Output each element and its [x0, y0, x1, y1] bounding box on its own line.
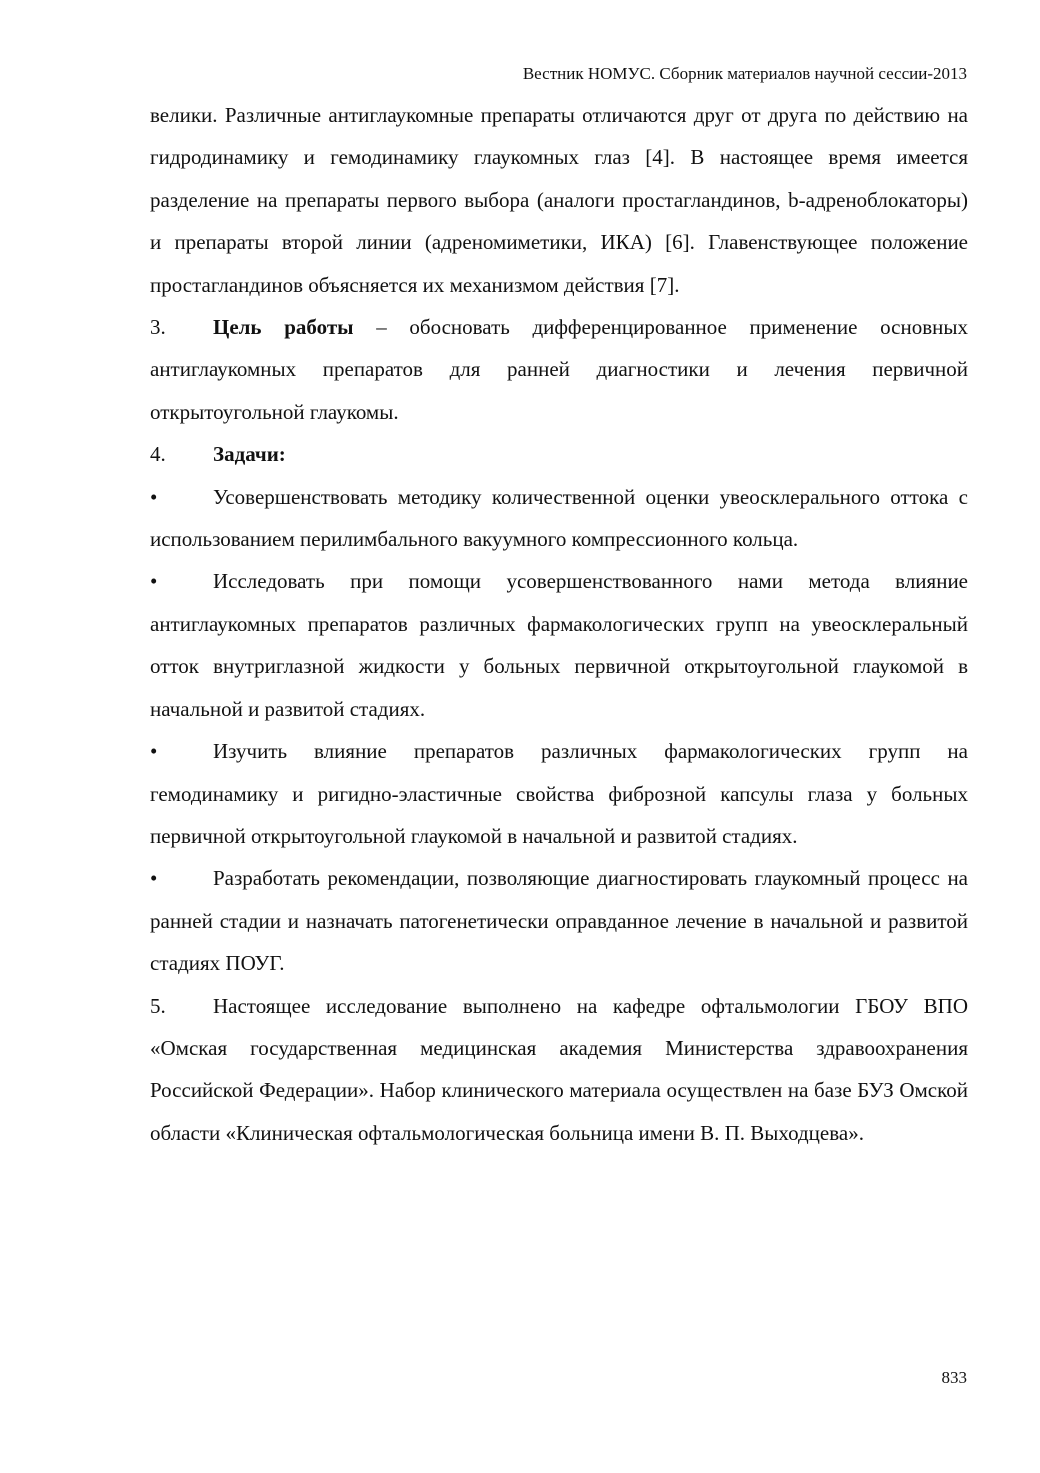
- task-text: Исследовать при помощи усовершенствованного нами метода влияние антиглаукомных препаратов различных фармакологических групп на увеосклеральный отток внутриглазной жидкости у больных первичной открытоугольной глаукомой в начальной и развитой стадиях.: [150, 569, 968, 721]
- bullet-icon: •: [150, 866, 158, 891]
- bullet-icon: •: [150, 484, 158, 509]
- task-text: Усовершенствовать методику количественной оценки увеосклерального оттока с использованием перилимбального вакуумного компрессионного кольца.: [150, 484, 968, 552]
- task-item: [150, 476, 968, 561]
- bullet-icon: •: [150, 569, 158, 594]
- task-text: Разработать рекомендации, позволяющие диагностировать глаукомный процесс на ранней стадии и назначать патогенетически оправданное лечение в начальной и развитой стадиях ПОУГ.: [150, 866, 968, 976]
- section-number: 5.: [150, 993, 166, 1018]
- tasks-label: Задачи:: [213, 442, 286, 467]
- bullet-icon: •: [150, 739, 158, 764]
- goal-text: – обосновать дифференцированное применение основных антиглаукомных препаратов для ранней диагностики и лечения первичной открытоугольной глаукомы.: [150, 315, 968, 424]
- task-text: Изучить влияние препаратов различных фармакологических групп на гемодинамику и ригидно-эластичные свойства фиброзной капсулы глаза у больных первичной открытоугольной глаукомой в начальной и развитой стадиях.: [150, 739, 968, 848]
- study-paragraph: [150, 985, 968, 1155]
- page-number: 833: [941, 1368, 967, 1387]
- intro-paragraph: велики. Различные антиглаукомные препараты отличаются друг от друга по действию на гидродинамику и гемодинамику глаукомных глаз [4]. В настоящее время имеется разделение на препараты первого выбора (аналоги простагландинов, b-адреноблокаторы) и препараты второй линии (адреномиметики, ИКА) [6]. Главенствующее положение простагландинов объясняется их механизмом действия [7].: [150, 103, 968, 297]
- goal-label: Цель работы: [213, 315, 354, 340]
- tasks-heading: [150, 433, 968, 475]
- task-item: [150, 730, 968, 857]
- section-number: 4.: [150, 442, 166, 467]
- task-item: [150, 560, 968, 730]
- section-number: 3.: [150, 315, 166, 340]
- task-item: [150, 857, 968, 984]
- goal-paragraph: [150, 306, 968, 433]
- body-text: [150, 94, 968, 1154]
- study-text: Настоящее исследование выполнено на кафедре офтальмологии ГБОУ ВПО «Омская государственная медицинская академия Министерства здравоохранения Российской Федерации». Набор клинического материала осуществлен на базе БУЗ Омской области «Клиническая офтальмологическая больница имени В. П. Выходцева».: [150, 993, 968, 1145]
- running-header: Вестник НОМУС. Сборник материалов научной сессии-2013: [522, 64, 967, 83]
